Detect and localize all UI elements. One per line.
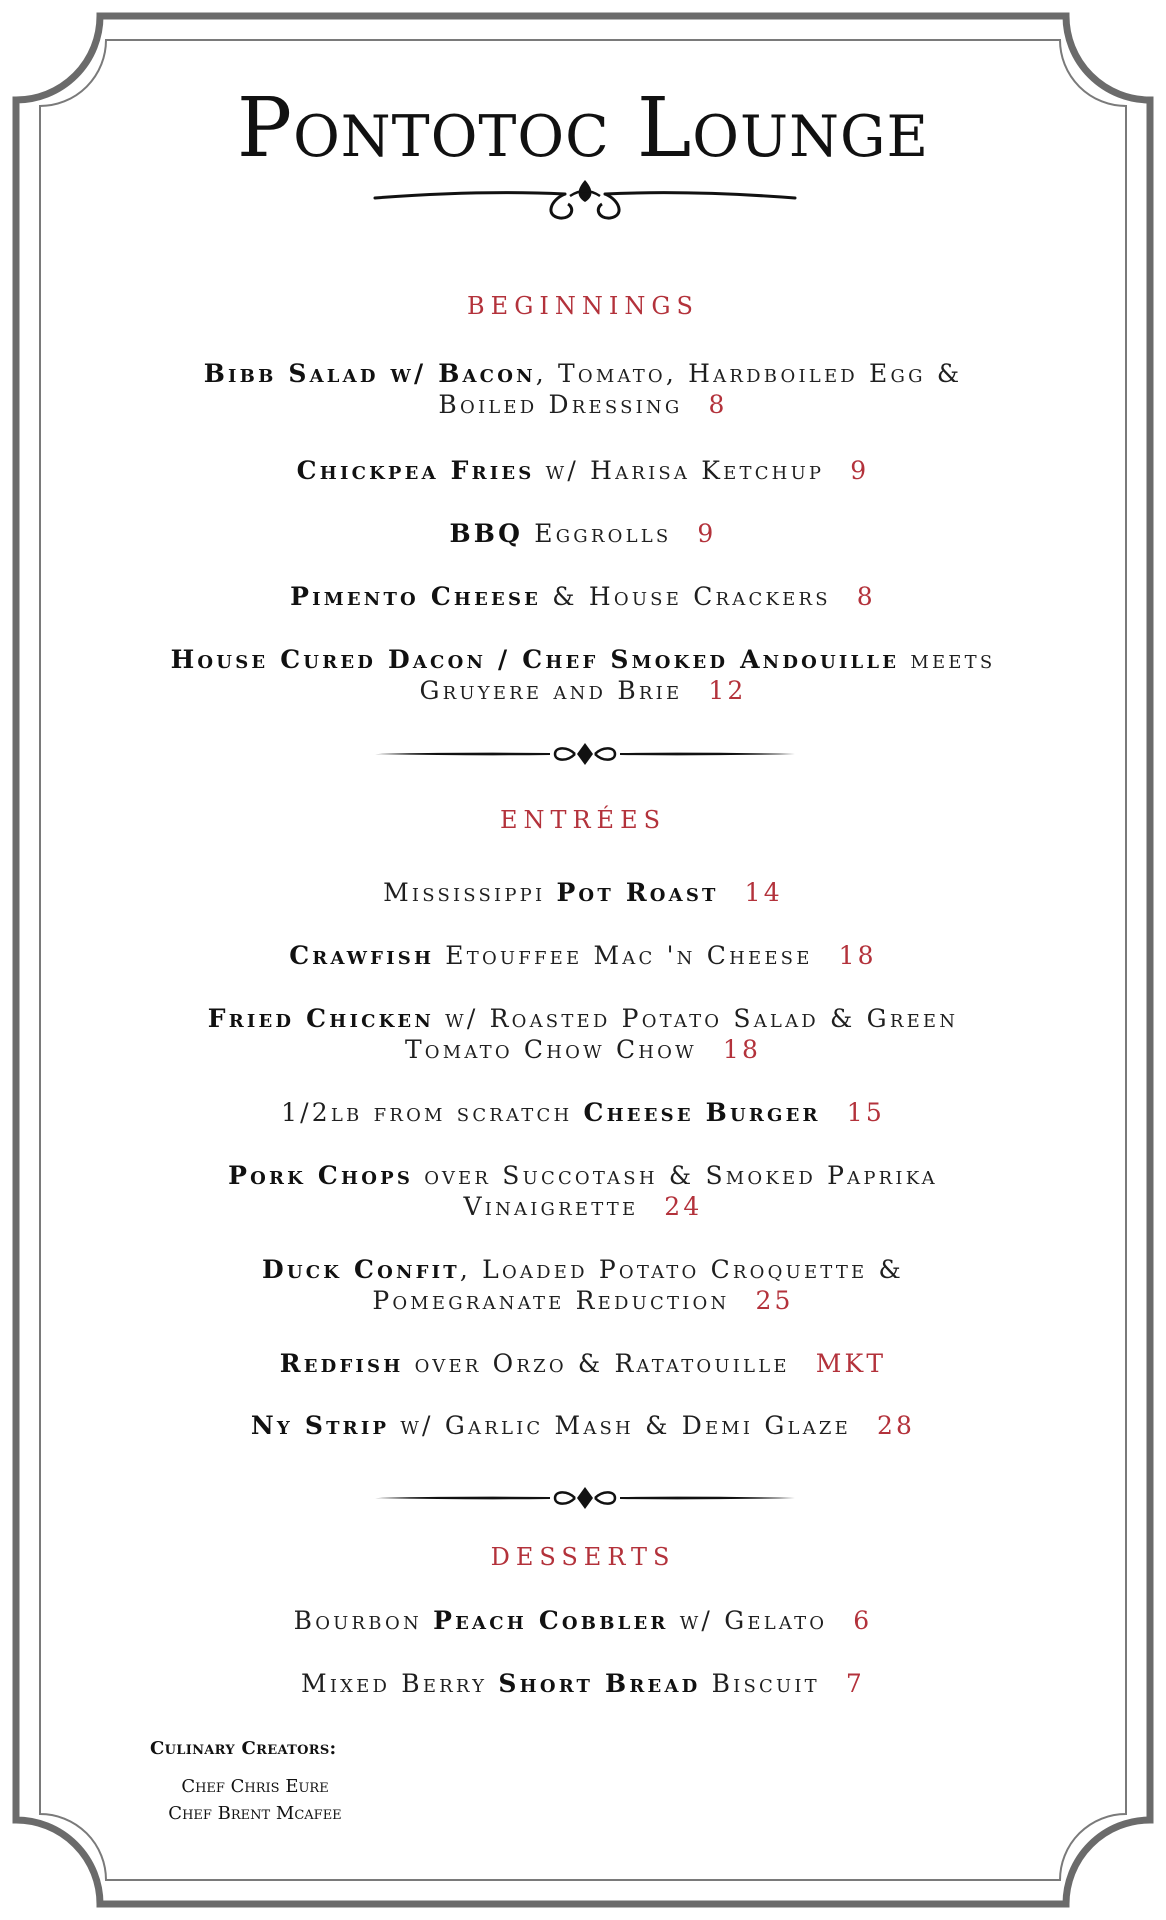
item-description: & House Crackers	[541, 582, 831, 611]
section-divider-ornament	[375, 1486, 795, 1510]
item-description: Gruyere and Brie	[419, 676, 683, 705]
menu-item-pot-roast	[140, 877, 1026, 908]
item-price: 8	[708, 390, 728, 419]
item-name: House Cured Dacon / Chef Smoked Andouille	[170, 645, 900, 674]
item-price: 15	[846, 1098, 885, 1127]
menu-item-cheese-burger	[140, 1097, 1026, 1128]
title-flourish-ornament	[370, 178, 800, 224]
chef-name: Chef Chris Eure	[181, 1776, 329, 1797]
culinary-credits	[150, 1738, 360, 1827]
section-heading-desserts: DESSERTS	[490, 1543, 676, 1571]
item-price: 9	[697, 519, 717, 548]
credits-title: Culinary Creators:	[150, 1738, 337, 1759]
menu-item-bbq-eggrolls	[140, 518, 1026, 549]
item-description: Tomato Chow Chow	[404, 1035, 697, 1064]
item-description: Mississippi	[383, 878, 557, 907]
item-description: w/ Roasted Potato Salad & Green	[434, 1004, 959, 1033]
item-description: meets	[899, 645, 996, 674]
item-description: , Loaded Potato Croquette &	[459, 1255, 904, 1284]
item-name: Ny Strip	[250, 1411, 390, 1440]
item-name: Chickpea Fries	[296, 456, 535, 485]
item-price: 25	[755, 1286, 794, 1315]
menu-item-peach-cobbler	[140, 1605, 1026, 1636]
item-price: 28	[876, 1411, 916, 1440]
section-divider-ornament	[375, 742, 795, 766]
item-price: 12	[708, 676, 747, 705]
item-name: Duck Confit	[261, 1255, 460, 1284]
item-price: 6	[853, 1606, 873, 1635]
item-name: Redfish	[279, 1349, 404, 1378]
item-description: Eggrolls	[523, 519, 672, 548]
section-heading-beginnings: BEGINNINGS	[467, 292, 699, 320]
item-price: 7	[845, 1669, 865, 1698]
item-description: Pomegranate Reduction	[372, 1286, 730, 1315]
chef-name: Chef Brent Mcafee	[168, 1803, 342, 1824]
menu-item-pimento-cheese	[140, 581, 1026, 612]
menu-item-fried-chicken	[140, 1003, 1026, 1065]
menu-item-duck-confit	[140, 1254, 1026, 1316]
menu-item-pork-chops	[140, 1160, 1026, 1222]
section-heading-entrees: ENTRÉES	[499, 806, 667, 834]
item-description: over Succotash & Smoked Paprika	[413, 1161, 938, 1190]
item-description: w/ Gelato	[668, 1606, 828, 1635]
item-price: 9	[850, 456, 870, 485]
menu-item-chickpea-fries	[140, 455, 1026, 486]
item-price: 18	[722, 1035, 762, 1064]
item-description: w/ Garlic Mash & Demi Glaze	[389, 1411, 851, 1440]
item-description: , Tomato, Hardboiled Egg &	[535, 359, 963, 388]
menu-item-bibb-salad	[140, 358, 1026, 420]
credits-names	[150, 1773, 360, 1827]
item-name: Pork Chops	[228, 1161, 414, 1190]
item-description: over Orzo & Ratatouille	[403, 1349, 790, 1378]
item-price: 24	[664, 1192, 703, 1221]
item-description: Mixed Berry	[301, 1669, 499, 1698]
item-price: 8	[856, 582, 876, 611]
menu-item-house-cured-dacon	[140, 644, 1026, 706]
item-name: Short Bread	[498, 1669, 701, 1698]
restaurant-title: Pontotoc Lounge	[236, 81, 930, 176]
item-name: Cheese Burger	[583, 1098, 821, 1127]
item-description: 1/2lb from scratch	[281, 1098, 584, 1127]
item-name: Pot Roast	[556, 878, 719, 907]
item-name: Peach Cobbler	[433, 1606, 669, 1635]
item-description: Bourbon	[293, 1606, 434, 1635]
item-description: Vinaigrette	[463, 1192, 639, 1221]
item-description: Etouffee Mac 'n Cheese	[434, 941, 813, 970]
item-price: 14	[744, 878, 783, 907]
item-name: Crawfish	[289, 941, 435, 970]
menu-item-ny-strip	[140, 1410, 1026, 1441]
item-description: Boiled Dressing	[438, 390, 683, 419]
item-name: Bibb Salad w/ Bacon	[203, 359, 536, 388]
item-name: Pimento Cheese	[290, 582, 542, 611]
item-description: Biscuit	[700, 1669, 820, 1698]
item-description: w/ Harisa Ketchup	[534, 456, 825, 485]
item-price: 18	[838, 941, 877, 970]
menu-item-short-bread	[140, 1668, 1026, 1699]
item-name: BBQ	[449, 519, 524, 548]
menu-item-redfish	[140, 1348, 1026, 1379]
item-price: MKT	[815, 1349, 887, 1378]
item-name: Fried Chicken	[207, 1004, 435, 1033]
menu-item-crawfish	[140, 940, 1026, 971]
